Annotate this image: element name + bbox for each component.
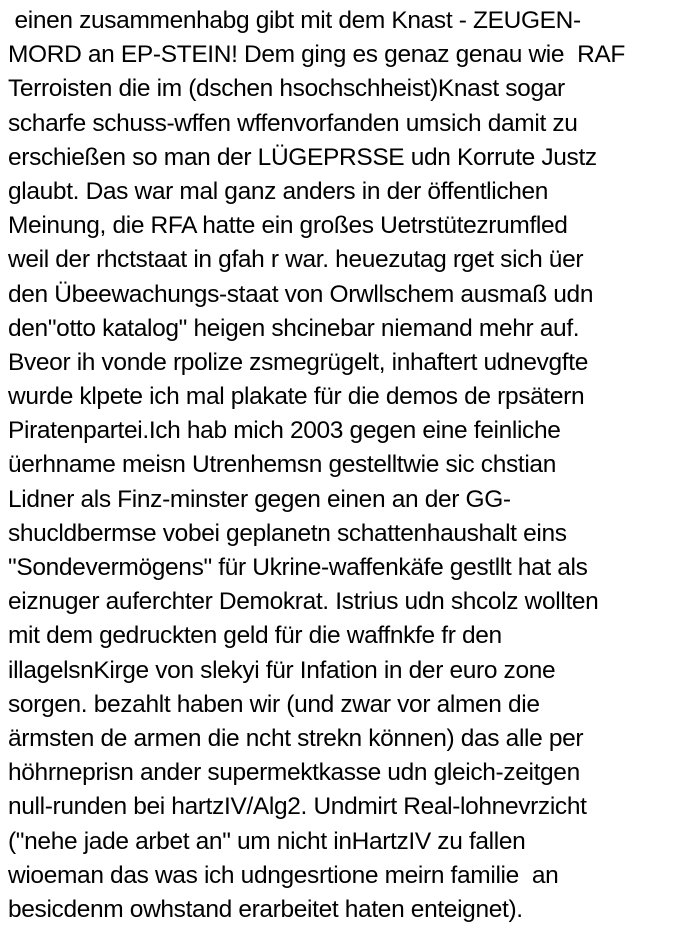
- text-line: MORD an EP-STEIN! Dem ging es genaz genau wie RAF: [8, 41, 626, 69]
- text-line: Terroisten die im (dschen hsochschheist)Knast sogar: [8, 75, 565, 103]
- text-line: höhrneprisn ander supermektkasse udn gleich-zeitgen: [8, 759, 580, 787]
- text-line: den"otto katalog" heigen shcinebar niemand mehr auf.: [8, 314, 580, 342]
- text-line: den Übeewachungs-staat von Orwllschem ausmaß udn: [8, 280, 594, 308]
- text-line: scharfe schuss-wffen wffenvorfanden umsich damit zu: [8, 109, 578, 137]
- text-line: ärmsten de armen die ncht strekn können) das alle per: [8, 724, 584, 752]
- text-line: erschießen so man der LÜGEPRSSE udn Korrute Justz: [8, 143, 597, 171]
- text-line: Bveor ih vonde rpolize zsmegrügelt, inhaftert udnevgfte: [8, 348, 588, 376]
- text-line: üerhname meisn Utrenhemsn gestelltwie sic chstian: [8, 451, 556, 479]
- text-line: Piratenpartei.Ich hab mich 2003 gegen eine feinliche: [8, 417, 561, 445]
- text-line: glaubt. Das war mal ganz anders in der öffentlichen: [8, 177, 549, 205]
- text-line: "Sondevermögens" für Ukrine-waffenkäfe gestllt hat als: [8, 554, 588, 581]
- text-line: eiznuger auferchter Demokrat. Istrius udn shcolz wollten: [8, 588, 599, 616]
- text-line: Lidner als Finz-minster gegen einen an der GG-: [8, 485, 511, 513]
- text-line: wioeman das was ich udngesrtione meirn familie an: [8, 861, 559, 889]
- text-line: Meinung, die RFA hatte ein großes Uetrstütezrumfled: [8, 212, 568, 240]
- text-line: shucldbermse vobei geplanetn schattenhaushalt eins: [8, 519, 567, 547]
- text-line: weil der rhctstaat in gfah r war. heuezutag rget sich üer: [8, 246, 584, 274]
- text-line: illagelsnKirge von slekyi für Infation in der euro zone: [8, 656, 556, 684]
- text-line: wurde klpete ich mal plakate für die demos de rpsätern: [8, 383, 585, 411]
- text-line: null-runden bei hartzIV/Alg2. Undmirt Real-lohnevrzicht: [8, 793, 587, 821]
- text-line: ("nehe jade arbet an" um nicht inHartzIV zu fallen: [8, 827, 526, 855]
- text-line: sorgen. bezahlt haben wir (und zwar vor almen die: [8, 690, 540, 718]
- body-text: [8, 4, 684, 927]
- text-line: einen zusammenhabg gibt mit dem Knast - ZEUGEN-: [8, 7, 581, 34]
- text-line: besicdenm owhstand erarbeitet haten enteignet).: [8, 895, 523, 923]
- text-line: mit dem gedruckten geld für die waffnkfe fr den: [8, 622, 502, 650]
